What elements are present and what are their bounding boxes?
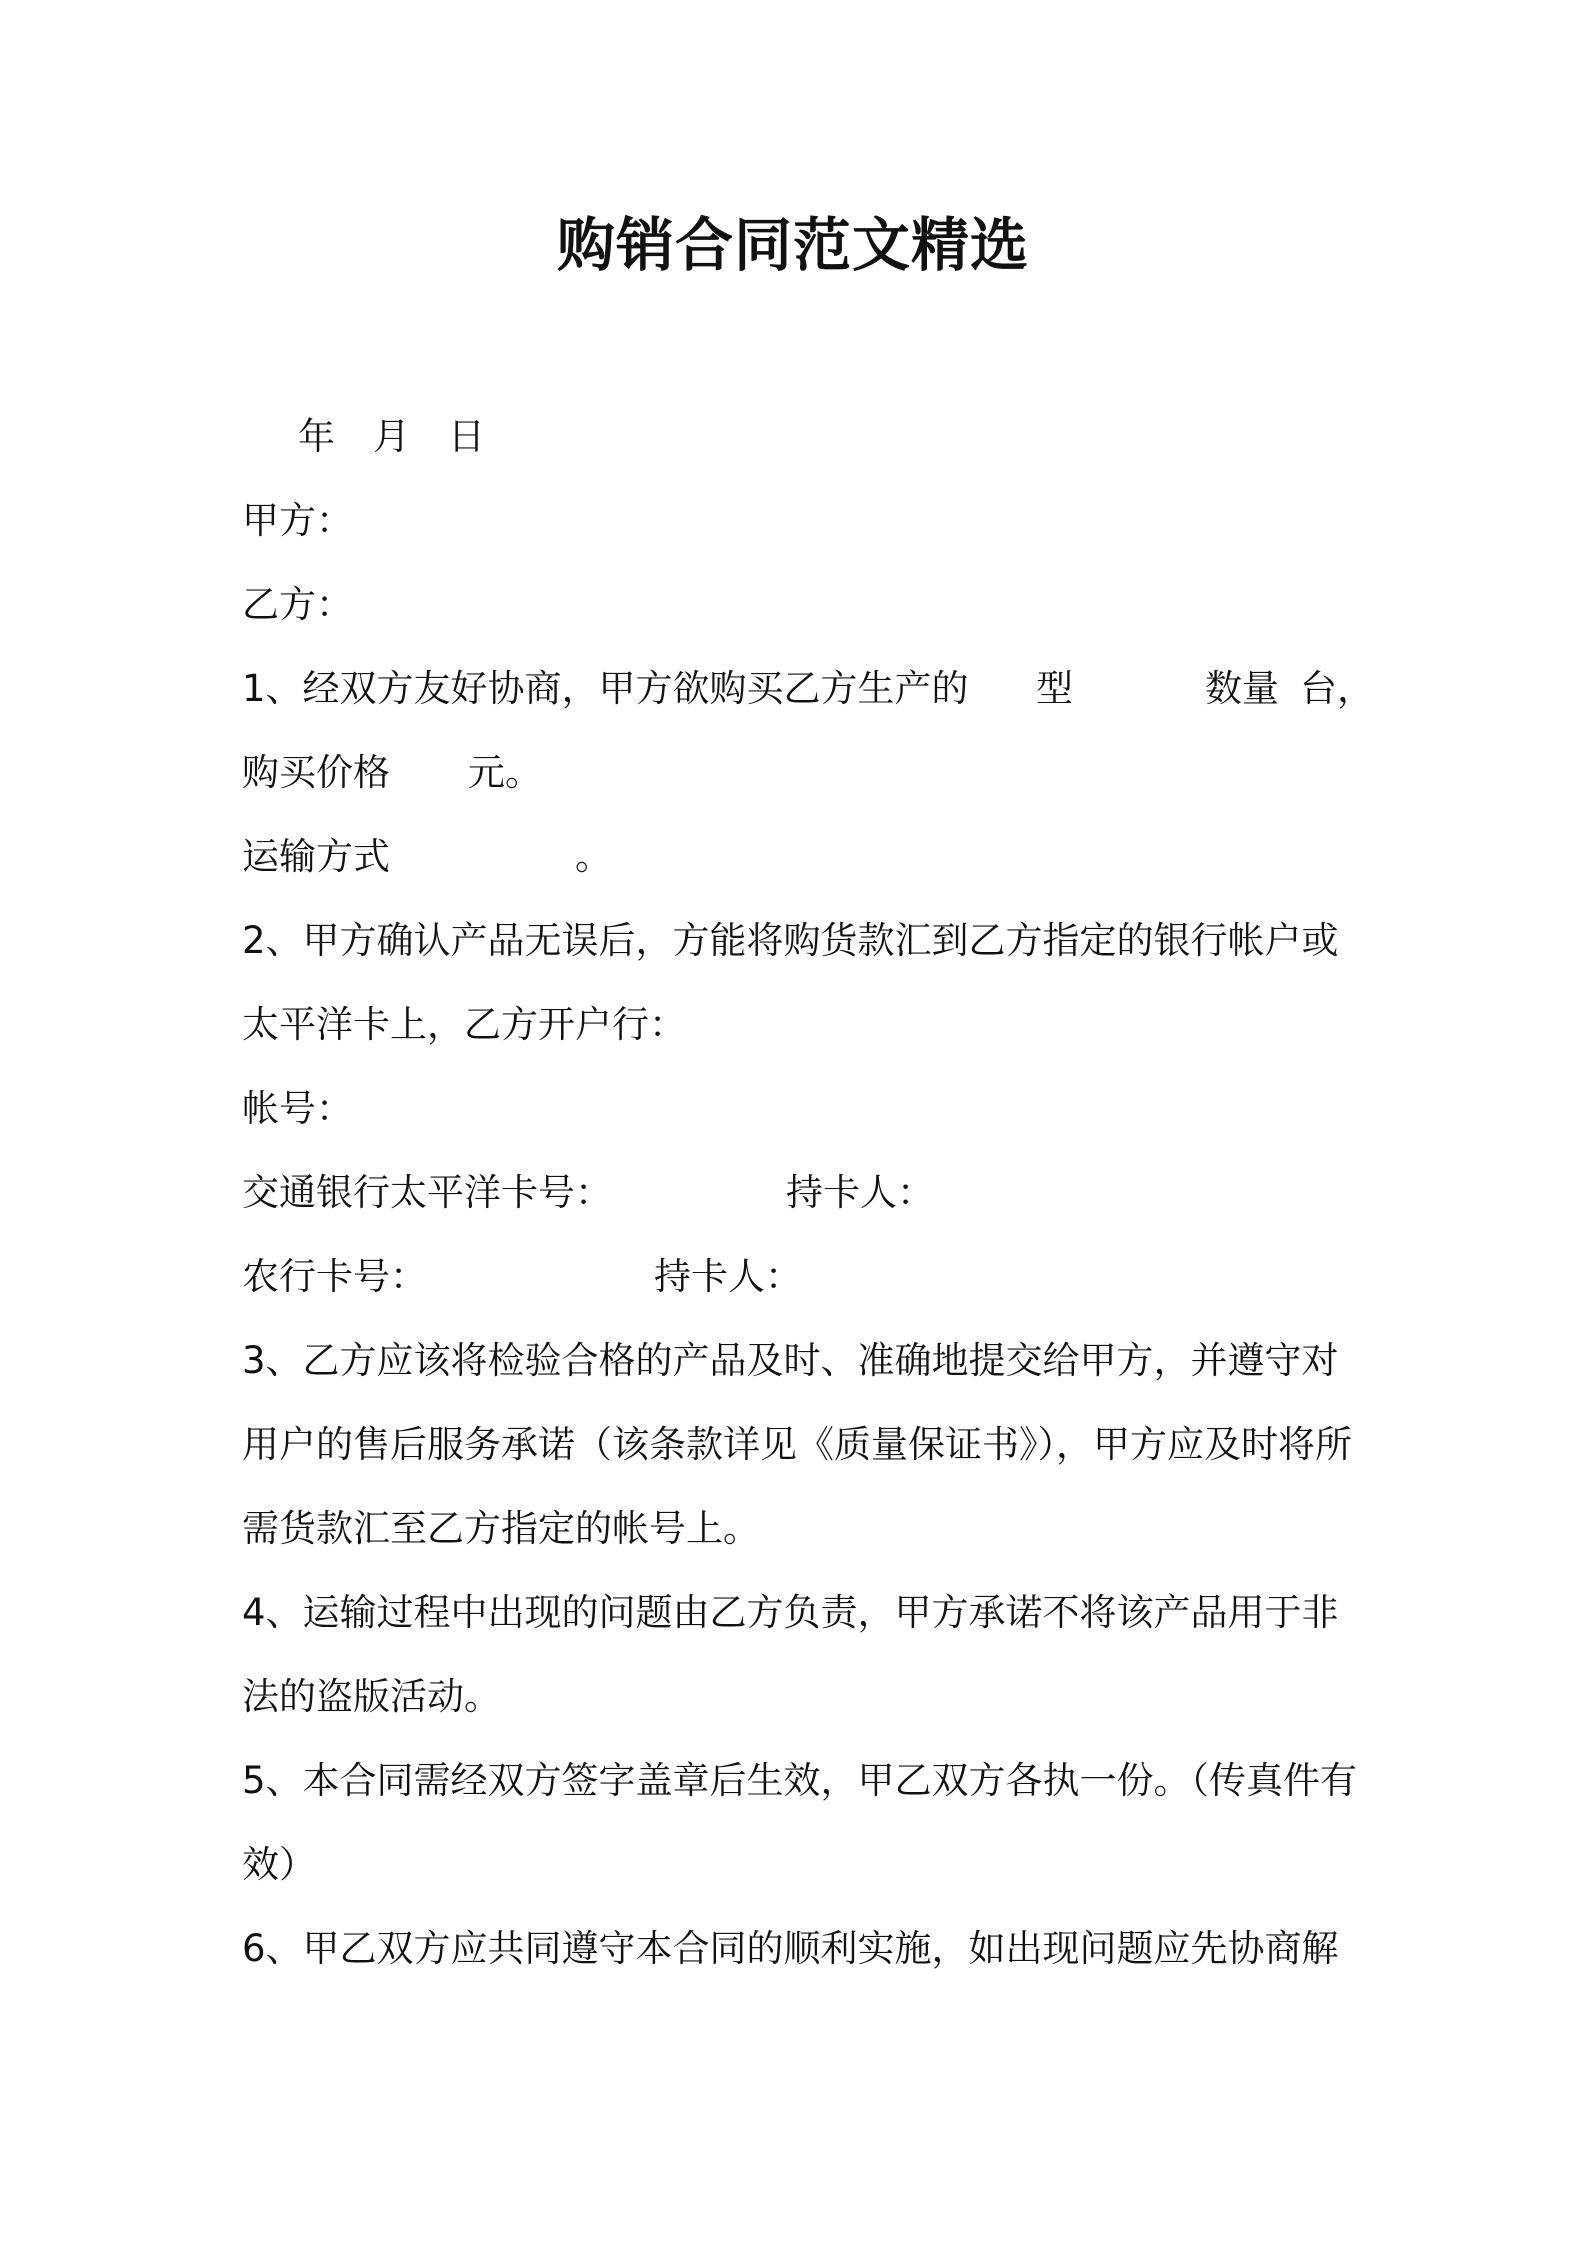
clause1-currency: 元。 (468, 751, 542, 794)
clause1-text: 1、经双方友好协商，甲方欲购买乙方生产的 (242, 667, 969, 710)
clause4-line2: 法的盗版活动。 (242, 1675, 501, 1718)
clause2-bocom-card: 交通银行太平洋卡号： (242, 1171, 612, 1214)
clause2-line2: 太平洋卡上，乙方开户行： (242, 1003, 686, 1046)
clause3-line1: 3、乙方应该将检验合格的产品及时、准确地提交给甲方，并遵守对 (242, 1339, 1339, 1382)
clause3-line2: 用户的售后服务承诺（该条款详见《质量保证书》），甲方应及时将所 (242, 1423, 1352, 1466)
date-day: 日 (448, 415, 485, 458)
clause2-line1: 2、甲方确认产品无误后，方能将购货款汇到乙方指定的银行帐户或 (242, 919, 1339, 962)
clause2-abc-card: 农行卡号： (242, 1255, 427, 1298)
clause2-abc-holder: 持卡人： (654, 1255, 802, 1298)
clause5-line2: 效） (242, 1843, 316, 1886)
clause1-model: 型 (1036, 667, 1073, 710)
date-year: 年 (298, 415, 335, 458)
party-a: 甲方： (242, 499, 353, 542)
clause1-quantity: 数量 (1205, 667, 1279, 710)
party-b: 乙方： (242, 583, 353, 626)
clause1-transport-label: 运输方式 (242, 835, 390, 878)
clause2-account: 帐号： (242, 1087, 353, 1130)
clause1-unit: 台， (1300, 667, 1374, 710)
clause1-price-label: 购买价格 (242, 751, 390, 794)
document-title: 购销合同范文精选 (556, 211, 1029, 279)
clause6-line1: 6、甲乙双方应共同遵守本合同的顺利实施，如出现问题应先协商解 (242, 1927, 1339, 1970)
date-month: 月 (373, 415, 410, 458)
clause1-transport-end: 。 (575, 835, 612, 878)
clause4-line1: 4、运输过程中出现的问题由乙方负责，甲方承诺不将该产品用于非 (242, 1591, 1339, 1634)
clause3-line3: 需货款汇至乙方指定的帐号上。 (242, 1507, 760, 1550)
clause5-line1: 5、本合同需经双方签字盖章后生效，甲乙双方各执一份。（传真件有 (242, 1759, 1358, 1802)
clause2-bocom-holder: 持卡人： (786, 1171, 934, 1214)
